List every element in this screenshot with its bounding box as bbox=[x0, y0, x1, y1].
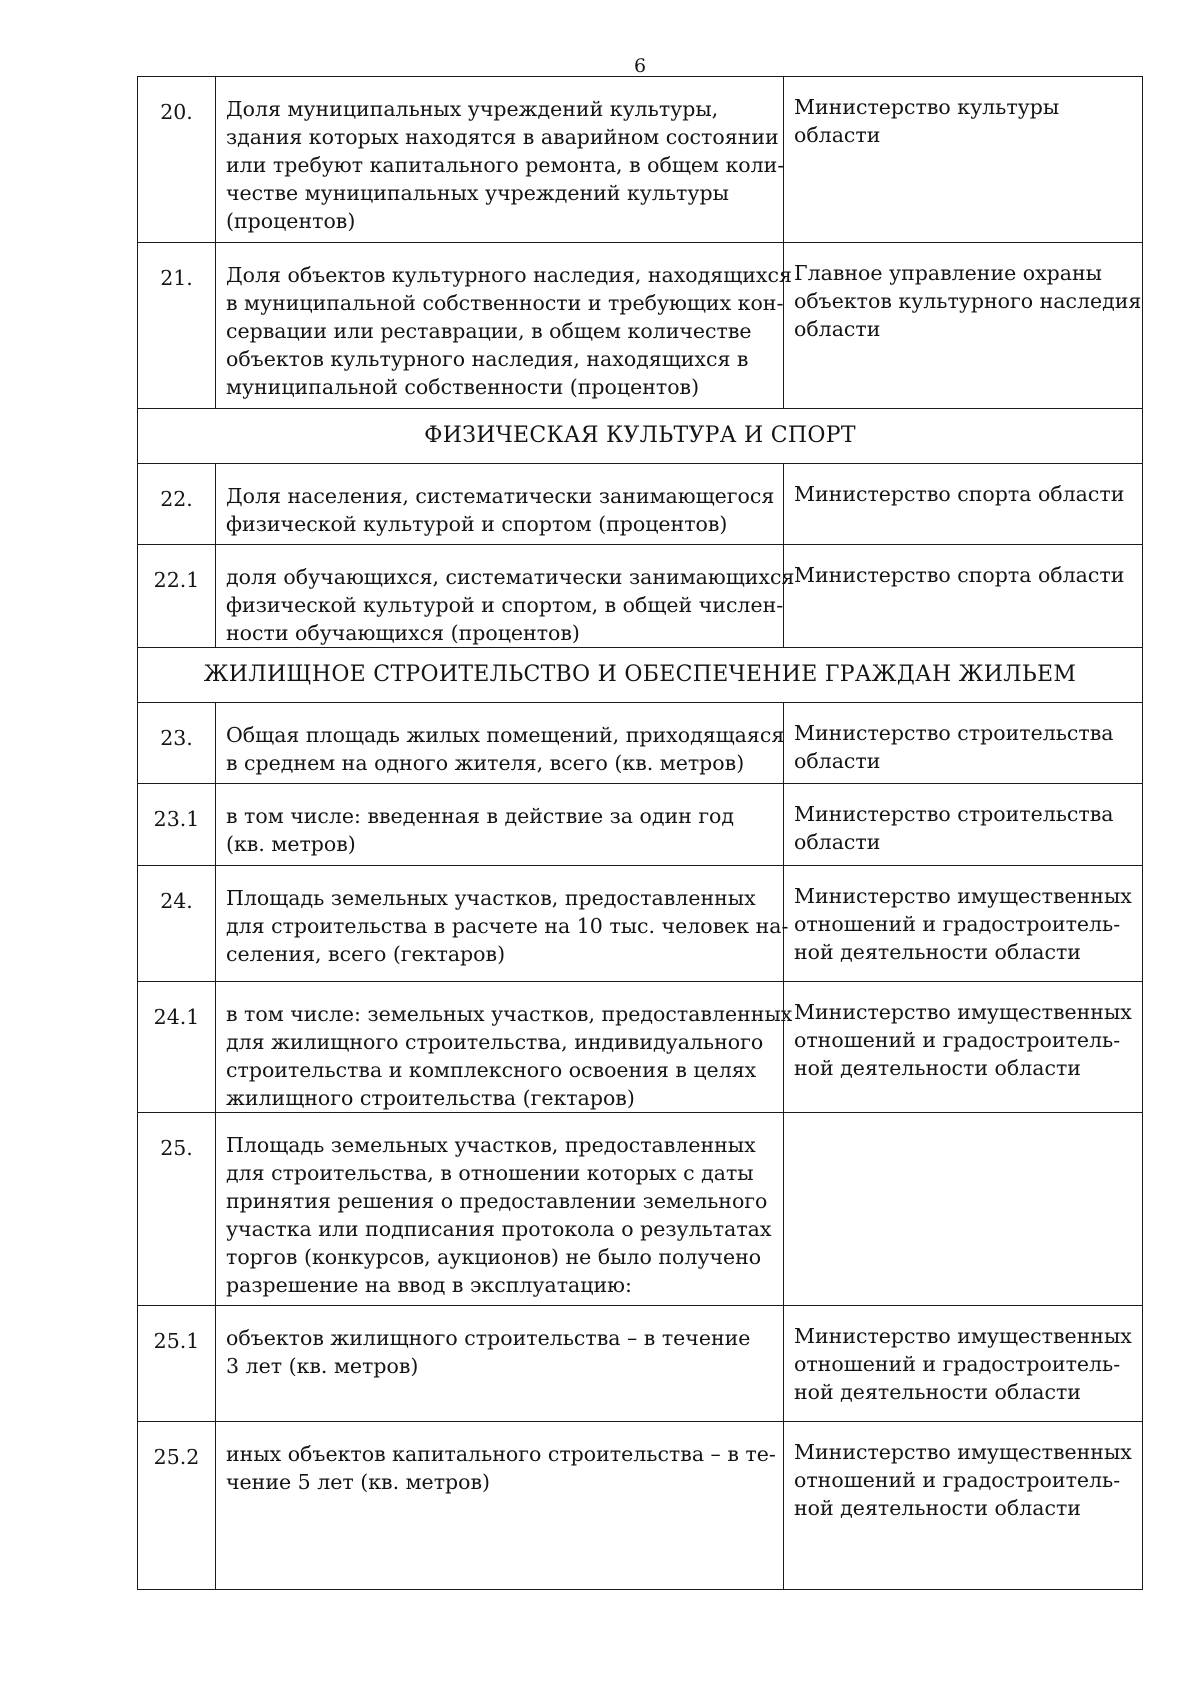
description-line: объектов культурного наследия, находящихся в bbox=[226, 347, 749, 371]
page-number: 6 bbox=[633, 55, 647, 77]
responsible-body bbox=[784, 1113, 1143, 1306]
responsible-line: ной деятельности области bbox=[794, 1380, 1081, 1404]
responsible-line: Министерство имущественных bbox=[794, 1324, 1132, 1348]
indicators-table bbox=[137, 76, 1143, 1590]
responsible-body bbox=[784, 982, 1143, 1113]
row-number: 20. bbox=[138, 77, 216, 243]
description-line: торгов (конкурсов, аукционов) не было получено bbox=[226, 1245, 762, 1269]
description-line: (кв. метров) bbox=[226, 832, 356, 856]
responsible-body bbox=[784, 243, 1143, 409]
indicator-description bbox=[216, 243, 792, 409]
responsible-line: Министерство имущественных bbox=[794, 884, 1132, 908]
table-row bbox=[138, 784, 1143, 866]
description-line: чение 5 лет (кв. метров) bbox=[226, 1470, 491, 1494]
table-row bbox=[138, 77, 1143, 243]
indicators-table-container bbox=[137, 76, 1142, 1590]
description-line: объектов жилищного строительства – в течение bbox=[226, 1326, 751, 1350]
table-row bbox=[138, 464, 1143, 545]
description-line: муниципальной собственности (процентов) bbox=[226, 375, 700, 399]
responsible-body bbox=[784, 1306, 1143, 1422]
indicator-description bbox=[216, 77, 784, 243]
indicator-description bbox=[216, 784, 784, 866]
responsible-line: Главное управление охраны bbox=[794, 261, 1102, 285]
description-line: строительства и комплексного освоения в целях bbox=[226, 1058, 757, 1082]
row-number: 24.1 bbox=[138, 982, 216, 1113]
responsible-line: Министерство строительства bbox=[794, 802, 1114, 826]
responsible-line: Министерство строительства bbox=[794, 721, 1114, 745]
table-row bbox=[138, 703, 1143, 784]
responsible-line: отношений и градостроитель- bbox=[794, 1352, 1121, 1376]
table-row bbox=[138, 1422, 1143, 1590]
row-number: 23.1 bbox=[138, 784, 216, 866]
section-title: ЖИЛИЩНОЕ СТРОИТЕЛЬСТВО И ОБЕСПЕЧЕНИЕ ГРАЖДАН ЖИЛЬЕМ bbox=[138, 648, 1143, 703]
responsible-line: ной деятельности области bbox=[794, 1496, 1081, 1520]
indicator-description bbox=[216, 464, 784, 545]
table-row bbox=[138, 866, 1143, 982]
row-number: 25.2 bbox=[138, 1422, 216, 1590]
responsible-line: отношений и градостроитель- bbox=[794, 1028, 1121, 1052]
description-line: иных объектов капитального строительства – в те- bbox=[226, 1442, 776, 1466]
table-row bbox=[138, 1113, 1143, 1306]
responsible-line: области bbox=[794, 830, 881, 854]
row-number: 25. bbox=[138, 1113, 216, 1306]
description-line: в муниципальной собственности и требующих кон- bbox=[226, 291, 784, 315]
responsible-body bbox=[784, 784, 1143, 866]
responsible-line: Министерство культуры bbox=[794, 95, 1060, 119]
description-line: честве муниципальных учреждений культуры bbox=[226, 181, 729, 205]
row-number: 24. bbox=[138, 866, 216, 982]
row-number: 22.1 bbox=[138, 545, 216, 648]
table-row bbox=[138, 982, 1143, 1113]
table-row bbox=[138, 243, 1143, 409]
indicator-description bbox=[216, 545, 795, 648]
description-line: или требуют капитального ремонта, в общем коли- bbox=[226, 153, 785, 177]
section-header-row bbox=[138, 648, 1143, 703]
responsible-line: Министерство имущественных bbox=[794, 1440, 1132, 1464]
responsible-body bbox=[784, 464, 1143, 545]
description-line: Площадь земельных участков, предоставленных bbox=[226, 886, 756, 910]
responsible-line: области bbox=[794, 317, 881, 341]
description-line: принятия решения о предоставлении земельного bbox=[226, 1189, 768, 1213]
responsible-body bbox=[784, 703, 1143, 784]
row-number: 21. bbox=[138, 243, 216, 409]
indicator-description bbox=[216, 866, 789, 982]
description-line: физической культурой и спортом, в общей числен- bbox=[226, 593, 784, 617]
responsible-line: области bbox=[794, 749, 881, 773]
description-line: ности обучающихся (процентов) bbox=[226, 621, 580, 645]
description-line: в том числе: введенная в действие за один год bbox=[226, 804, 735, 828]
responsible-line: объектов культурного наследия bbox=[794, 289, 1142, 313]
description-line: доля обучающихся, систематически занимающихся bbox=[226, 565, 795, 589]
responsible-line: области bbox=[794, 123, 881, 147]
description-line: в среднем на одного жителя, всего (кв. метров) bbox=[226, 751, 745, 775]
indicator-description bbox=[216, 1113, 784, 1306]
responsible-body bbox=[784, 77, 1143, 243]
description-line: для строительства, в отношении которых с даты bbox=[226, 1161, 754, 1185]
responsible-line: Министерство имущественных bbox=[794, 1000, 1132, 1024]
row-number: 23. bbox=[138, 703, 216, 784]
description-line: селения, всего (гектаров) bbox=[226, 942, 506, 966]
row-number: 22. bbox=[138, 464, 216, 545]
indicator-description bbox=[216, 982, 793, 1113]
table-row bbox=[138, 545, 1143, 648]
section-title: ФИЗИЧЕСКАЯ КУЛЬТУРА И СПОРТ bbox=[138, 409, 1143, 464]
description-line: Общая площадь жилых помещений, приходящаяся bbox=[226, 723, 785, 747]
table-row bbox=[138, 1306, 1143, 1422]
responsible-line: Министерство спорта области bbox=[794, 563, 1125, 587]
responsible-body bbox=[784, 1422, 1143, 1590]
description-line: разрешение на ввод в эксплуатацию: bbox=[226, 1273, 632, 1297]
description-line: Доля муниципальных учреждений культуры, bbox=[226, 97, 719, 121]
description-line: для строительства в расчете на 10 тыс. человек на- bbox=[226, 914, 789, 938]
description-line: сервации или реставрации, в общем количестве bbox=[226, 319, 752, 343]
table-body bbox=[138, 77, 1143, 1590]
responsible-line: Министерство спорта области bbox=[794, 482, 1125, 506]
description-line: в том числе: земельных участков, предоставленных bbox=[226, 1002, 793, 1026]
responsible-line: отношений и градостроитель- bbox=[794, 912, 1121, 936]
indicator-description bbox=[216, 703, 784, 784]
row-number: 25.1 bbox=[138, 1306, 216, 1422]
description-line: Доля объектов культурного наследия, находящихся bbox=[226, 263, 792, 287]
responsible-line: отношений и градостроитель- bbox=[794, 1468, 1121, 1492]
indicator-description bbox=[216, 1306, 784, 1422]
description-line: для жилищного строительства, индивидуального bbox=[226, 1030, 764, 1054]
responsible-line: ной деятельности области bbox=[794, 940, 1081, 964]
section-header-row bbox=[138, 409, 1143, 464]
description-line: здания которых находятся в аварийном состоянии bbox=[226, 125, 779, 149]
description-line: жилищного строительства (гектаров) bbox=[226, 1086, 635, 1110]
responsible-line: ной деятельности области bbox=[794, 1056, 1081, 1080]
description-line: физической культурой и спортом (процентов) bbox=[226, 512, 728, 536]
indicator-description bbox=[216, 1422, 784, 1590]
description-line: 3 лет (кв. метров) bbox=[226, 1354, 419, 1378]
responsible-body bbox=[784, 866, 1143, 982]
description-line: (процентов) bbox=[226, 209, 356, 233]
description-line: Площадь земельных участков, предоставленных bbox=[226, 1133, 756, 1157]
description-line: участка или подписания протокола о результатах bbox=[226, 1217, 772, 1241]
description-line: Доля населения, систематически занимающегося bbox=[226, 484, 775, 508]
responsible-body bbox=[784, 545, 1143, 648]
